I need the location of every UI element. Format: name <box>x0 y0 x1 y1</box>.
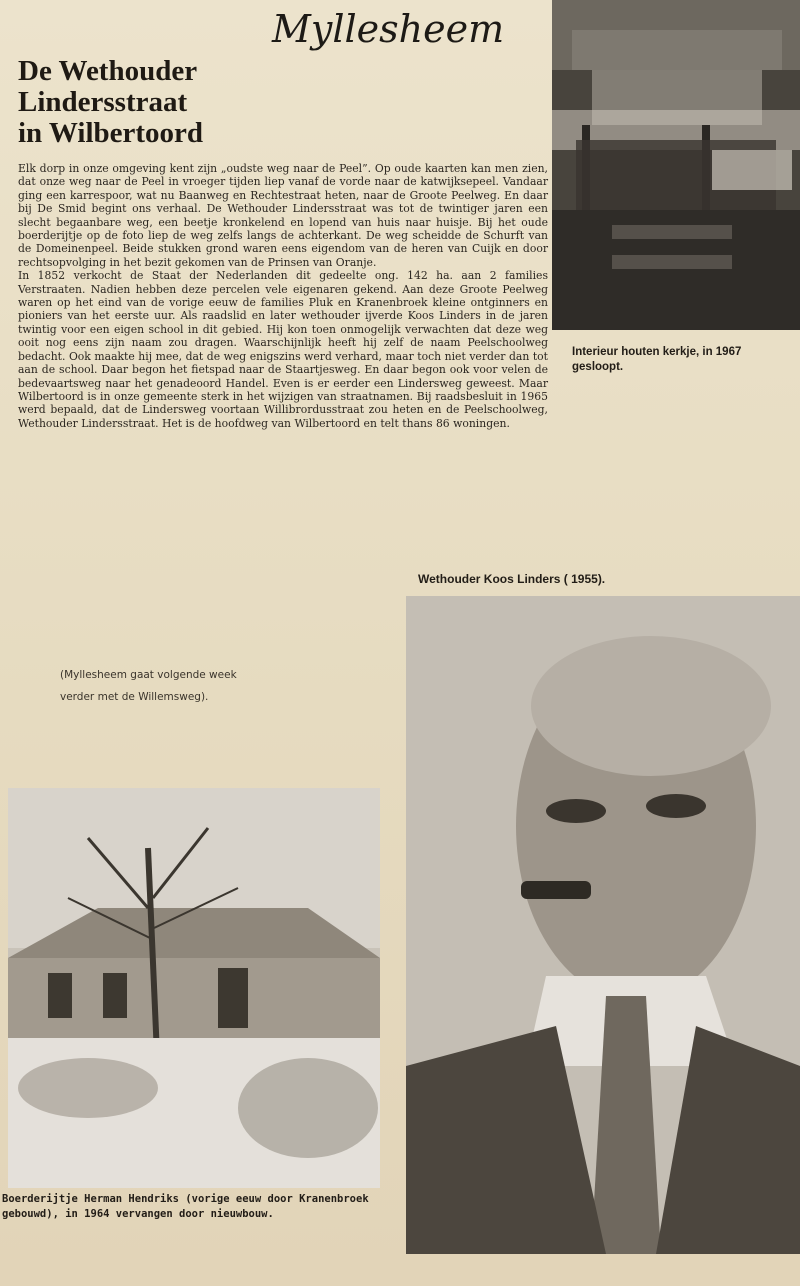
farmhouse-photo <box>8 788 380 1188</box>
portrait-caption: Wethouder Koos Linders ( 1955). <box>418 572 606 586</box>
portrait-photo <box>406 596 800 1254</box>
church-photo-caption: Interieur houten kerkje, in 1967 gesloopt. <box>572 346 742 373</box>
headline-line-3: in Wilbertoord <box>18 117 204 149</box>
article-paragraph: In 1852 verkocht de Staat der Nederlanden dit gedeelte ong. 142 ha. aan 2 families Verstraaten. Nadien hebben deze percelen vele eigenaren gekend. Aan deze Groote Peelweg waren op het eind van de vorige eeuw de families Pluk en Kranenbroek kleine ontginners en pioniers van het eerste uur. Als raadslid en later wethouder ijverde Koos Linders in de jaren twintig voor een eigen school in dit gebied. Hij kon toen onmogelijk verwachten dat deze weg ooit nog eens zijn naam zou dragen. Waarschijnlijk heeft hij zelf de naam Peelschoolweg bedacht. Ook maakte hij mee, dat de weg enigszins werd verhard, maar toch niet verder dan tot aan de school. Daar begon het fietspad naar de Staartjesweg. En daar begon ook voor velen de bedevaartsweg naar het genadeoord Handel. Even is er eerder een Lindersweg geweest. Maar Wilbertoord is in onze gemeente sterk in het wijzigen van straatnamen. Bij raadsbesluit in 1965 werd bepaald, dat de Lindersweg voortaan Willibrordusstraat zou heten en de Peelschoolweg, Wethouder Lindersstraat. Het is de hoofdweg van Wilbertoord en telt thans 86 woningen. <box>18 269 548 430</box>
note-line-1: (Myllesheem gaat volgende week <box>60 669 237 681</box>
headline-line-2: Lindersstraat <box>18 86 188 118</box>
article-headline <box>18 56 308 149</box>
article-body <box>18 162 548 430</box>
headline-line-1: De Wethouder <box>18 55 198 87</box>
handwritten-title-text: Myllesheem <box>272 7 505 51</box>
note-line-2: verder met de Willemsweg). <box>60 691 209 703</box>
farmhouse-photo-caption: Boerderijtje Herman Hendriks (vorige eeuw door Kranenbroek gebouwd), in 1964 vervangen door nieuwbouw. <box>2 1193 369 1220</box>
handwritten-title <box>268 0 528 60</box>
church-interior-photo <box>552 0 800 330</box>
article-paragraph: Elk dorp in onze omgeving kent zijn „oudste weg naar de Peel”. Op oude kaarten kan men zien, dat onze weg naar de Peel in vroeger tijden liep vanaf de vorde naar de katwijksepeel. Vandaar ging een karrespoor, wat nu Baanweg en Rechtestraat heten, naar de Groote Peelweg. En daar bij De Smid begint ons verhaal. De Wethouder Lindersstraat was tot de twintiger jaren een slecht begaanbare weg, een beetje kronkelend en lopend van huis naar huisje. Bij het oude boerderijtje op de foto liep de weg zelfs langs de achterkant. De weg scheidde de Schurft van de Domeinenpeel. Beide stukken grond waren eens eigendom van de heren van Cuijk en door rechtsopvolging in het bezit gekomen van de Prinsen van Oranje. <box>18 162 548 269</box>
continuation-note <box>60 664 290 708</box>
